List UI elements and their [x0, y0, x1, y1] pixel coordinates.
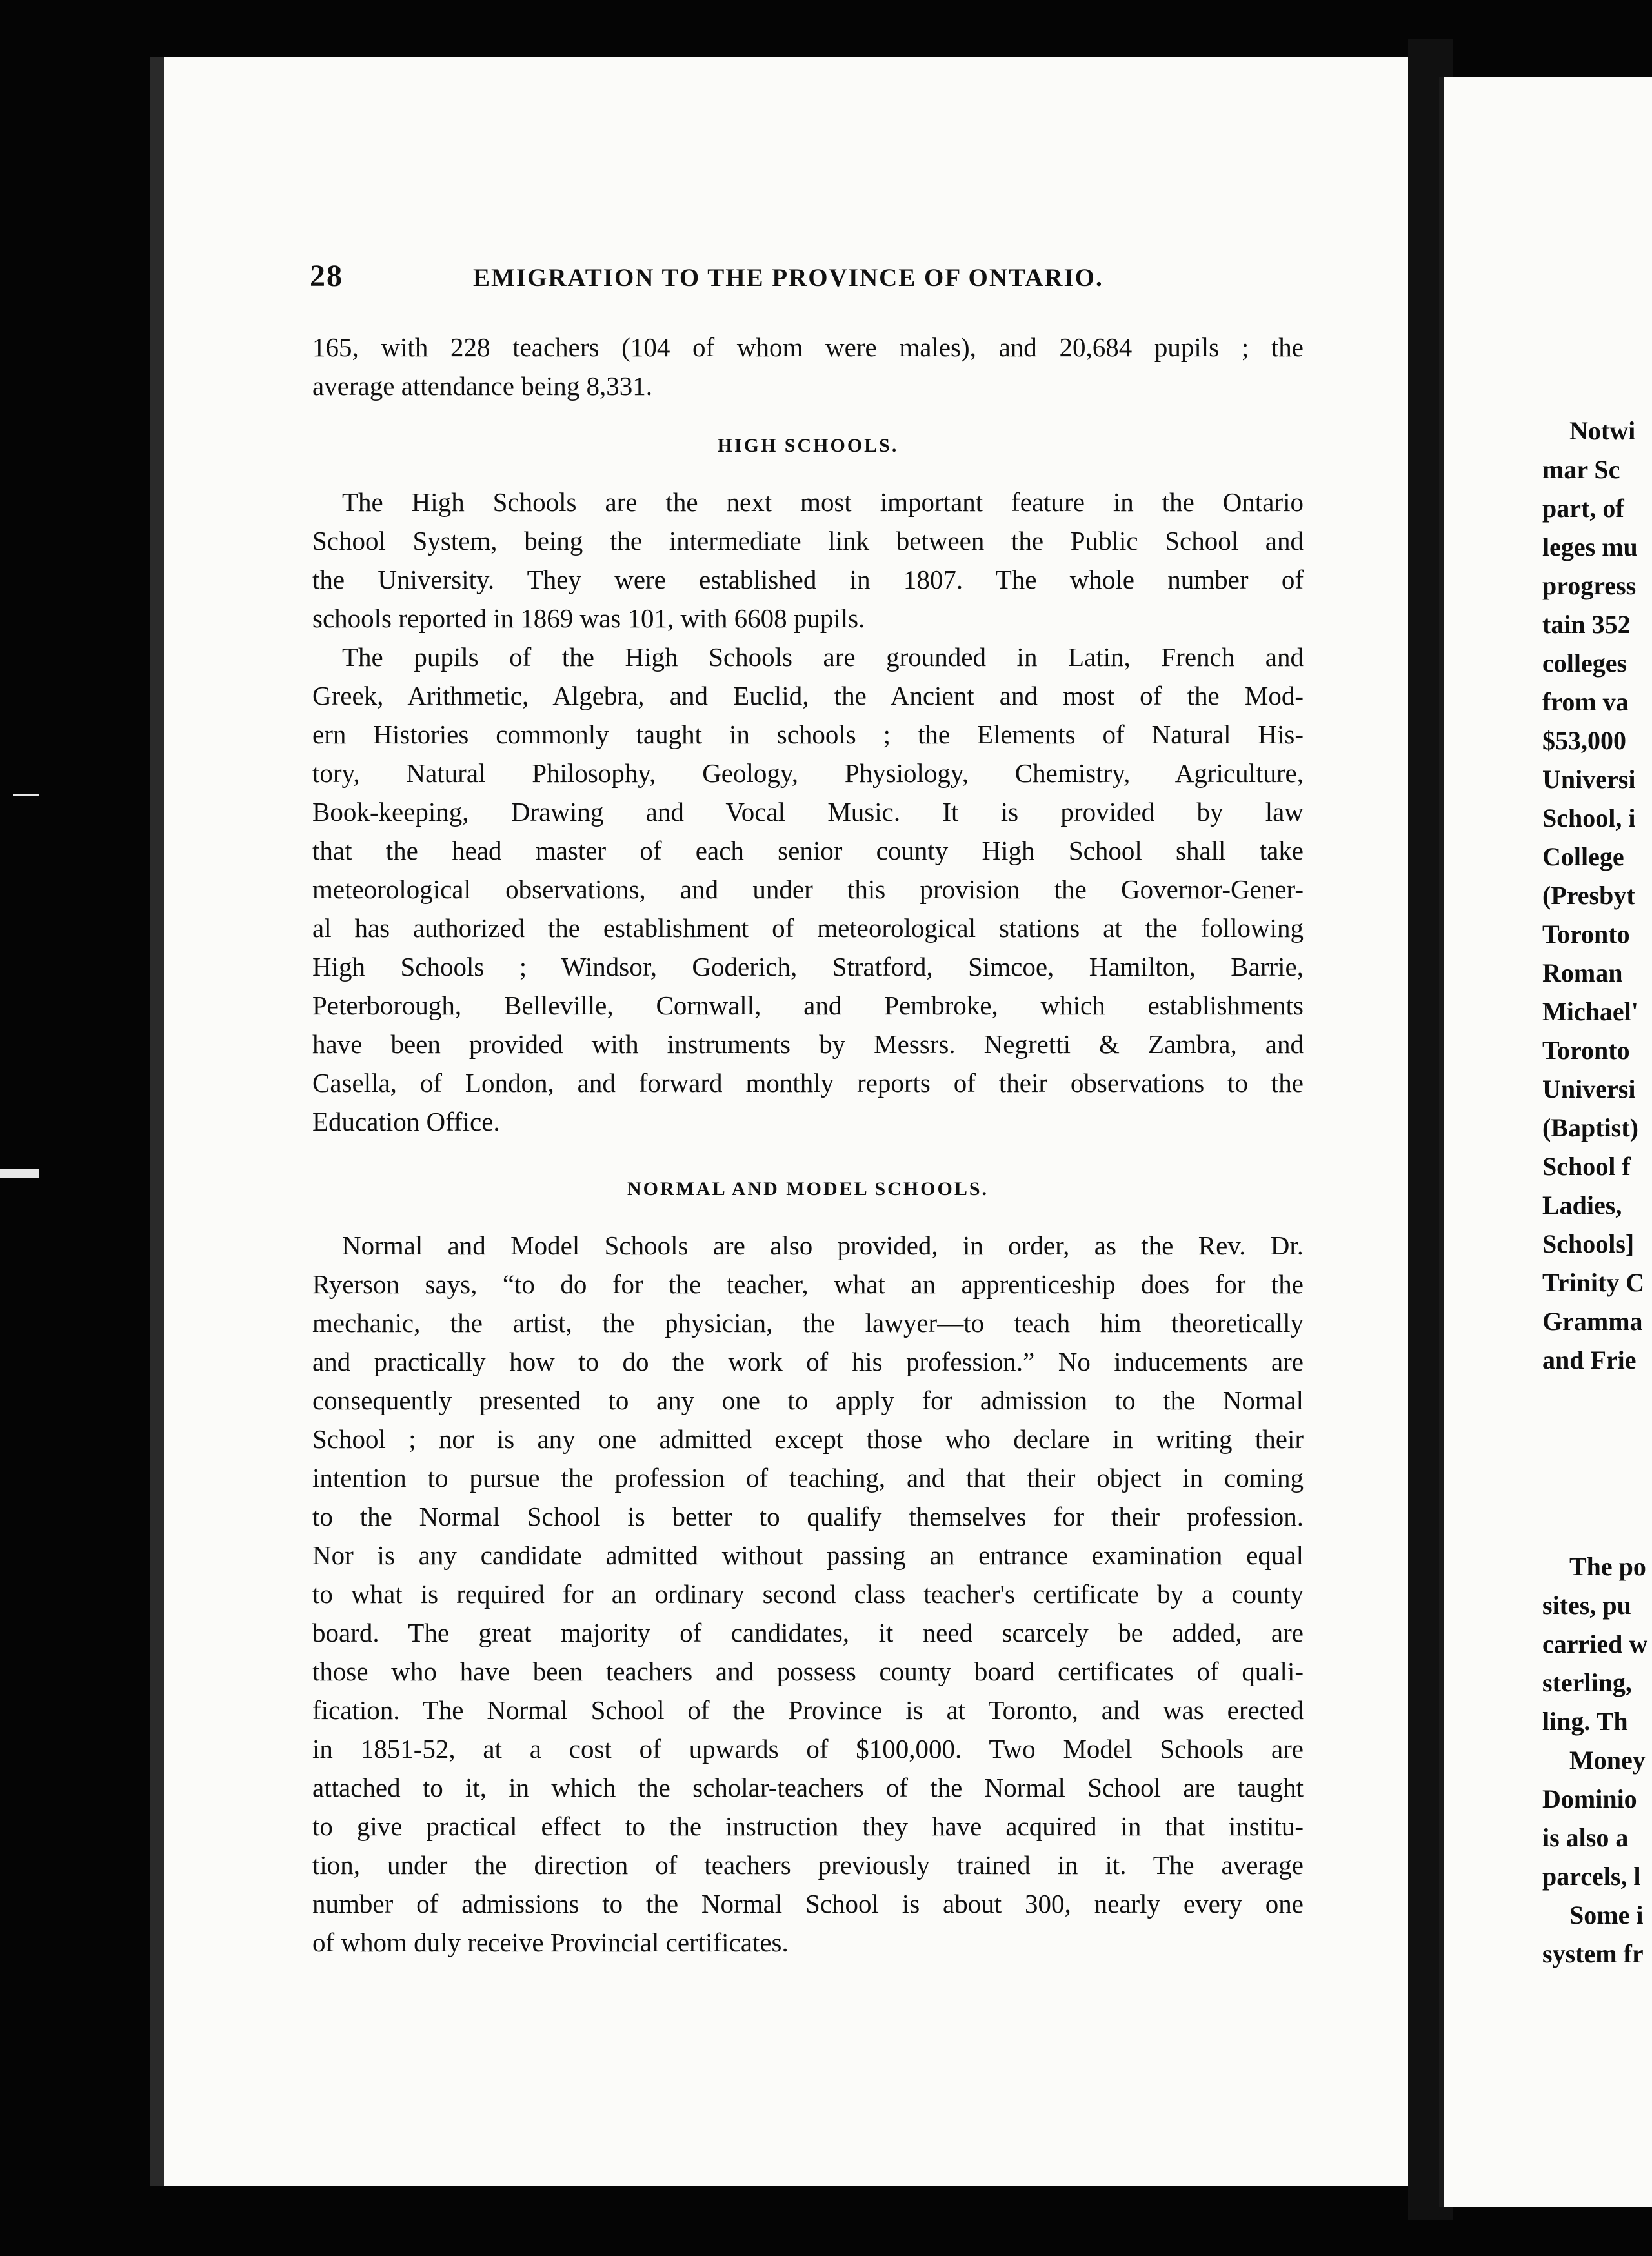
facing-line: $53,000	[1542, 726, 1626, 755]
body-line: and practically how to do the work of his profession.” No inducements are	[312, 1347, 1304, 1376]
body-line: The pupils of the High Schools are grounded in Latin, French and	[342, 642, 1304, 672]
section-heading: NORMAL AND MODEL SCHOOLS.	[627, 1178, 989, 1200]
facing-line: Some i	[1569, 1900, 1644, 1929]
body-line: in 1851-52, at a cost of upwards of $100,000. Two Model Schools are	[312, 1734, 1304, 1764]
body-line: tory, Natural Philosophy, Geology, Physiology, Chemistry, Agriculture,	[312, 758, 1304, 788]
facing-line: and Frie	[1542, 1345, 1637, 1375]
facing-line: Michael'	[1542, 997, 1638, 1026]
facing-line: School, i	[1542, 803, 1636, 832]
facing-line: Ladies,	[1542, 1191, 1622, 1220]
body-line: Peterborough, Belleville, Cornwall, and Pembroke, which establishments	[312, 991, 1304, 1020]
body-line: The High Schools are the next most important feature in the Ontario	[342, 487, 1304, 517]
facing-line: is also a	[1542, 1823, 1629, 1852]
facing-line: Toronto	[1542, 1036, 1630, 1065]
facing-line: part, of	[1542, 494, 1624, 523]
body-line: fication. The Normal School of the Province is at Toronto, and was erected	[312, 1695, 1304, 1725]
page-number: 28	[310, 259, 343, 293]
body-line: Education Office.	[312, 1107, 500, 1136]
body-line: al has authorized the establishment of meteorological stations at the following	[312, 913, 1304, 943]
body-line: 165, with 228 teachers (104 of whom were males), and 20,684 pupils ; the	[312, 332, 1304, 362]
facing-line: sterling,	[1542, 1668, 1632, 1697]
body-line: Nor is any candidate admitted without passing an entrance examination equal	[312, 1540, 1304, 1570]
body-line: of whom duly receive Provincial certificates.	[312, 1928, 789, 1957]
body-line: School ; nor is any one admitted except those who declare in writing their	[312, 1424, 1304, 1454]
facing-line: Roman	[1542, 958, 1623, 987]
facing-line: progress	[1542, 571, 1637, 600]
facing-line: (Presbyt	[1542, 881, 1635, 910]
facing-line: Toronto	[1542, 920, 1630, 949]
body-line: to what is required for an ordinary second class teacher's certificate by a county	[312, 1579, 1304, 1609]
facing-line: tain 352	[1542, 610, 1631, 639]
body-line: Greek, Arithmetic, Algebra, and Euclid, the Ancient and most of the Mod-	[312, 681, 1304, 710]
body-line: that the head master of each senior county High School shall take	[312, 836, 1304, 865]
facing-line: mar Sc	[1542, 455, 1620, 484]
facing-line: carried w	[1542, 1629, 1648, 1658]
facing-line: Money	[1569, 1746, 1646, 1775]
facing-line: The po	[1569, 1552, 1646, 1581]
body-line: ern Histories commonly taught in schools ; the Elements of Natural His-	[312, 720, 1304, 749]
facing-line: colleges	[1542, 649, 1627, 678]
body-line: to the Normal School is better to qualify themselves for their profession.	[312, 1502, 1304, 1531]
facing-line: Universi	[1542, 765, 1636, 794]
scan-mark	[13, 794, 39, 796]
facing-line: Notwi	[1569, 416, 1636, 445]
facing-line: Trinity C	[1542, 1268, 1645, 1297]
facing-line: ling. Th	[1542, 1707, 1628, 1736]
facing-line: from va	[1542, 687, 1629, 716]
facing-line: College	[1542, 842, 1624, 871]
body-line: those who have been teachers and possess county board certificates of quali-	[312, 1657, 1304, 1686]
body-line: consequently presented to any one to apply for admission to the Normal	[312, 1385, 1304, 1415]
scan-mark	[0, 1169, 39, 1178]
body-line: tion, under the direction of teachers previously trained in it. The average	[312, 1850, 1304, 1880]
body-line: intention to pursue the profession of teaching, and that their object in coming	[312, 1463, 1304, 1493]
body-line: Ryerson says, “to do for the teacher, what an apprenticeship does for the	[312, 1269, 1304, 1299]
facing-line: Gramma	[1542, 1307, 1643, 1336]
facing-line: parcels, l	[1542, 1862, 1641, 1891]
facing-line: School f	[1542, 1152, 1631, 1181]
section-heading: HIGH SCHOOLS.	[717, 435, 899, 456]
facing-line: sites, pu	[1542, 1591, 1631, 1620]
body-line: Casella, of London, and forward monthly reports of their observations to the	[312, 1068, 1304, 1098]
facing-line: Universi	[1542, 1074, 1636, 1103]
facing-line: Dominio	[1542, 1784, 1637, 1813]
body-line: Normal and Model Schools are also provided, in order, as the Rev. Dr.	[342, 1231, 1304, 1260]
body-line: Book-keeping, Drawing and Vocal Music. It is provided by law	[312, 797, 1304, 827]
facing-line: system fr	[1542, 1939, 1644, 1968]
running-title: EMIGRATION TO THE PROVINCE OF ONTARIO.	[473, 264, 1103, 292]
body-line: the University. They were established in 1807. The whole number of	[312, 565, 1304, 594]
body-line: mechanic, the artist, the physician, the lawyer—to teach him theoretically	[312, 1308, 1304, 1338]
body-line: attached to it, in which the scholar-teachers of the Normal School are taught	[312, 1773, 1304, 1802]
body-line: schools reported in 1869 was 101, with 6608 pupils.	[312, 603, 865, 633]
body-line: number of admissions to the Normal School is about 300, nearly every one	[312, 1889, 1304, 1919]
body-line: High Schools ; Windsor, Goderich, Stratford, Simcoe, Hamilton, Barrie,	[312, 952, 1304, 982]
facing-line: leges mu	[1542, 532, 1638, 561]
body-line: board. The great majority of candidates, it need scarcely be added, are	[312, 1618, 1304, 1647]
body-line: School System, being the intermediate link between the Public School and	[312, 526, 1304, 556]
body-line: average attendance being 8,331.	[312, 371, 653, 401]
page-header	[310, 258, 1316, 297]
body-line: to give practical effect to the instruction they have acquired in that institu-	[312, 1811, 1304, 1841]
body-line: have been provided with instruments by Messrs. Negretti & Zambra, and	[312, 1029, 1304, 1059]
body-line: meteorological observations, and under this provision the Governor-Gener-	[312, 874, 1304, 904]
facing-line: (Baptist)	[1542, 1113, 1638, 1142]
facing-line: Schools]	[1542, 1229, 1635, 1258]
